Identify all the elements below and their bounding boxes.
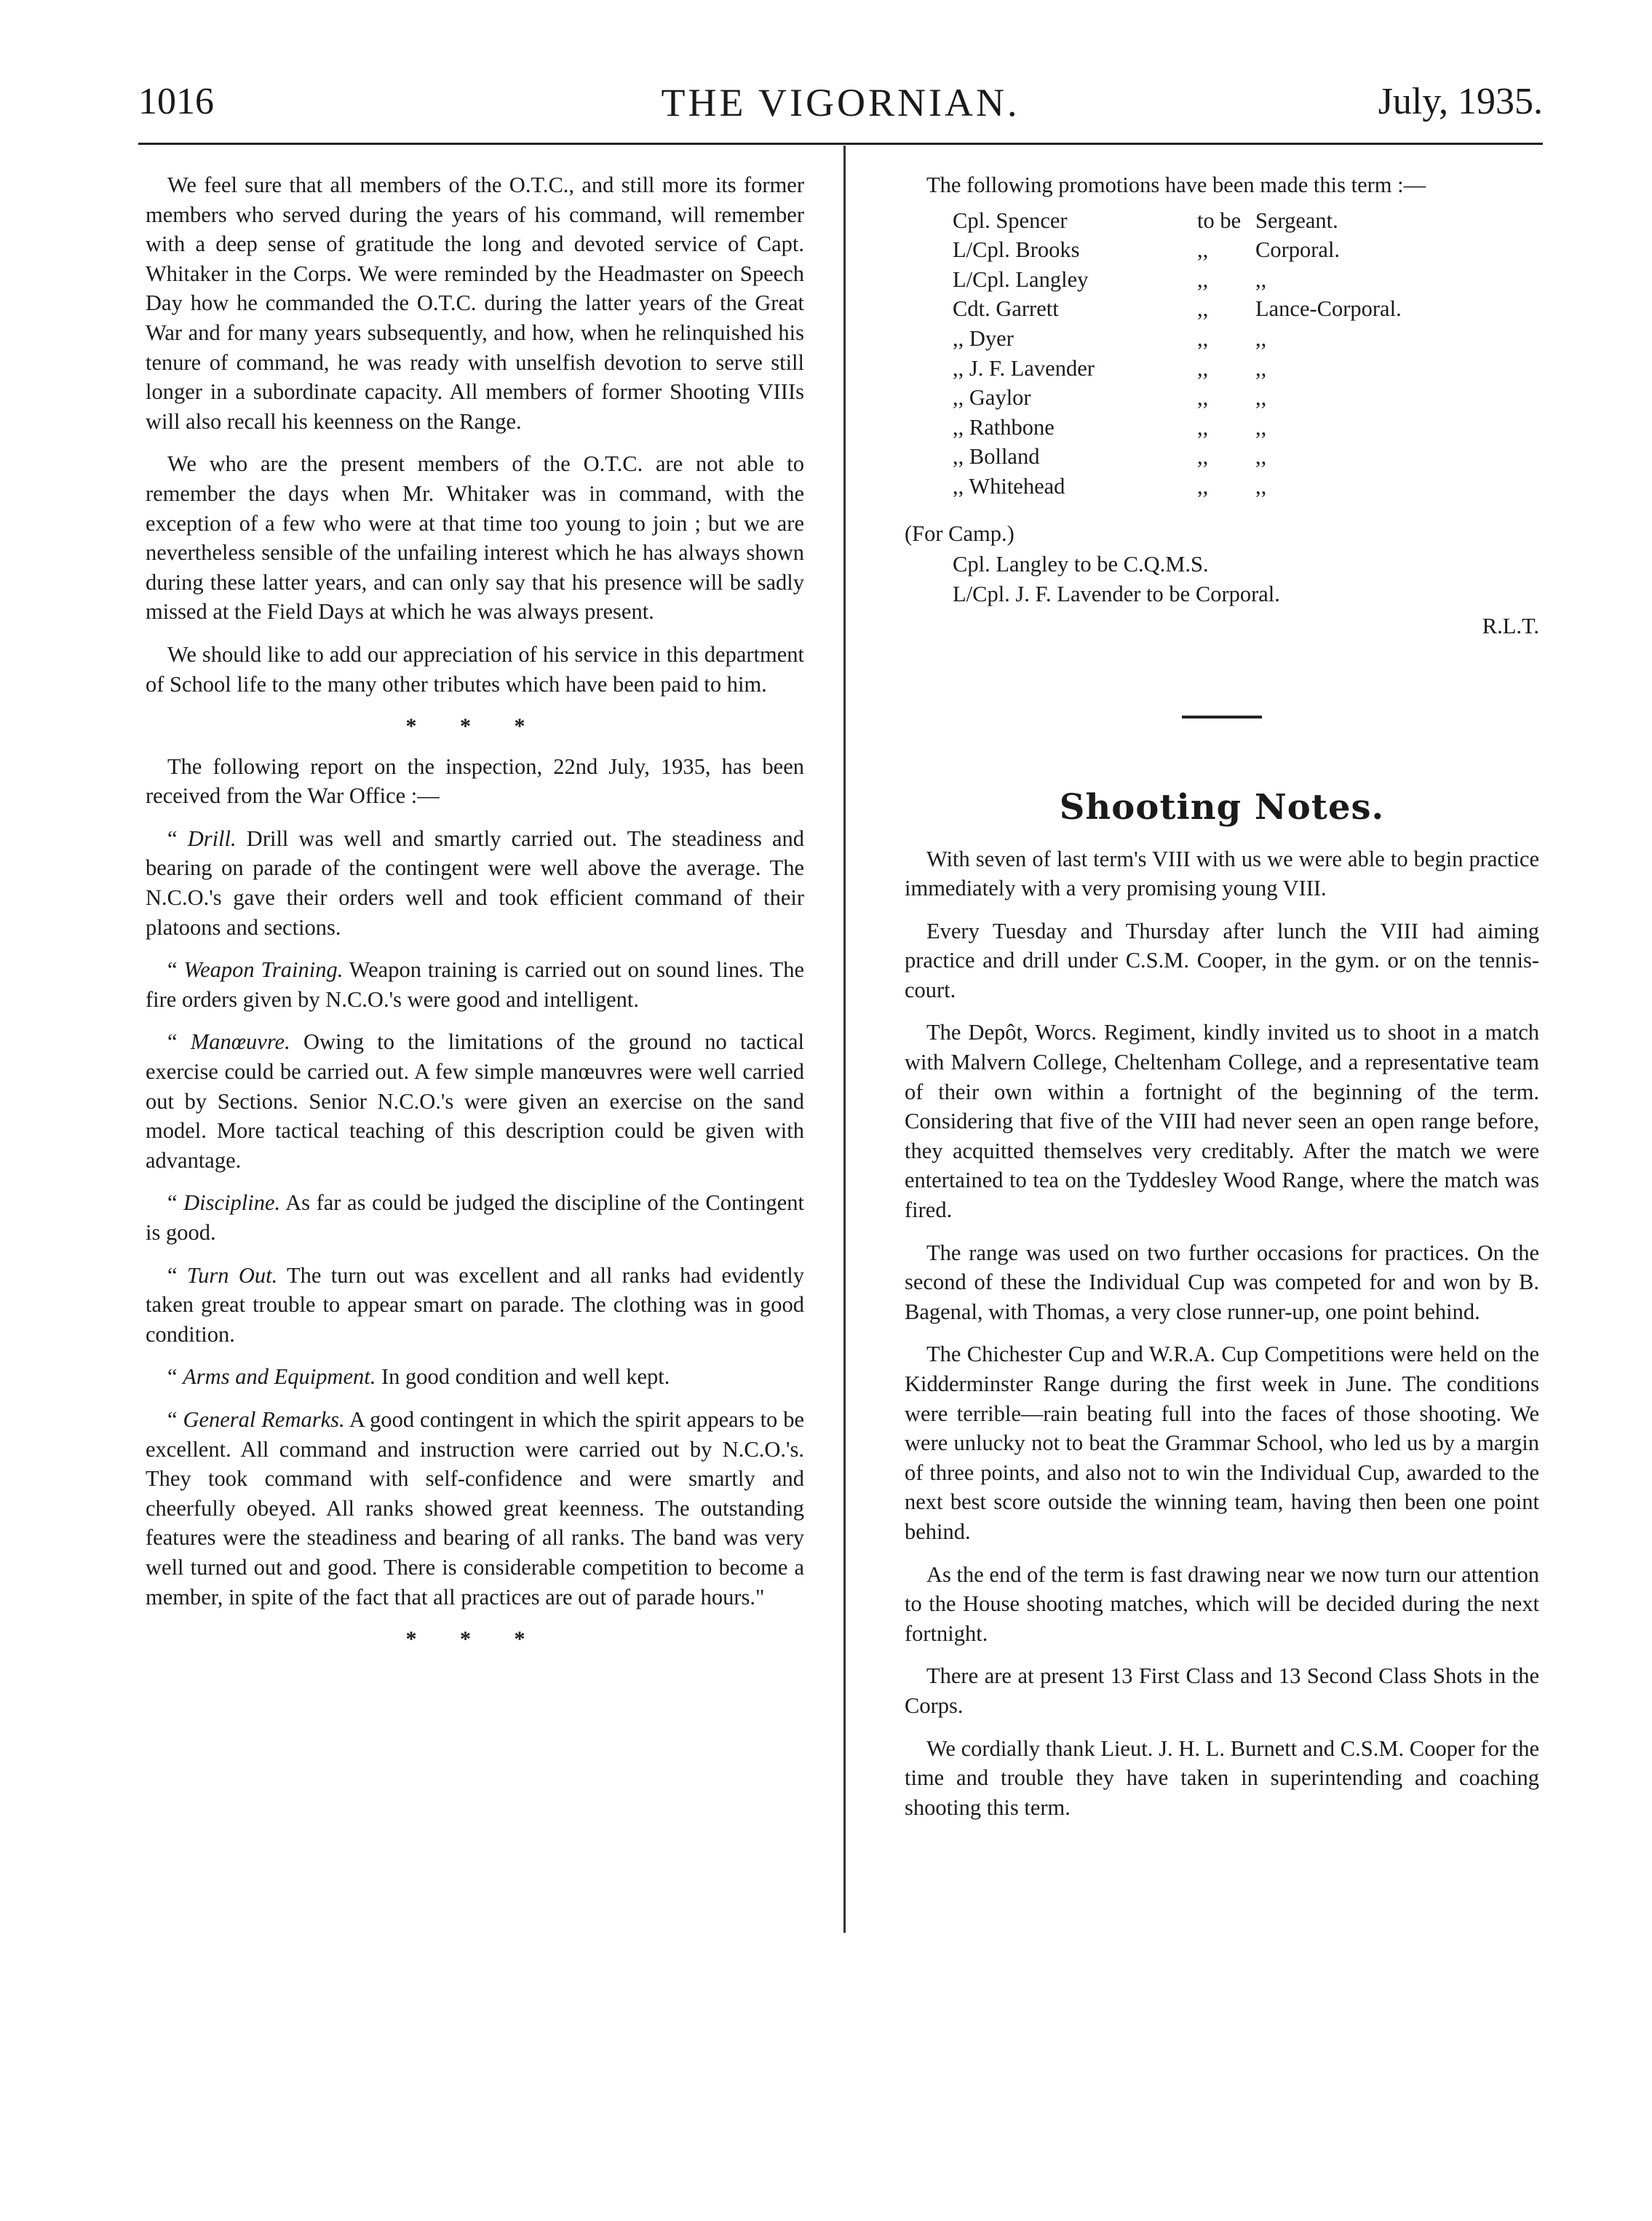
report-item-turn-out: [146, 1261, 804, 1350]
page-number: 1016: [138, 81, 214, 122]
open-quote: “: [167, 1029, 191, 1055]
promotion-rank: ,,: [1255, 325, 1267, 351]
promotion-rank: ,,: [1255, 444, 1267, 470]
promotion-ditto: ,,: [1197, 325, 1209, 351]
left-column: [146, 170, 804, 1665]
promotion-name: ,, Dyer: [953, 325, 1014, 351]
open-quote: “: [167, 1406, 183, 1432]
header-rule: [138, 143, 1543, 145]
promotion-row: [953, 413, 1402, 443]
section-separator: * * *: [405, 1627, 544, 1652]
page-header: [138, 80, 1543, 146]
paragraph: We who are the present members of the O.T.C. are not able to remember the days when Mr. Whitaker was in command, with the exception of a few who were at that time too young to join ; but we are nevertheless sensible of the unfailing interest which he has always shown during these latter years, and can only say that his presence will be sadly missed at the Field Days at which he was always present.: [146, 451, 804, 625]
report-item-general-remarks: [146, 1405, 804, 1612]
promotion-row: [953, 294, 1402, 324]
report-text: A good contingent in which the spirit appears to be excellent. All command and instruction were carried out by N.C.O.'s. They took command with self-confidence and were smartly and cheerfully obeyed. All ranks showed great keenness. The outstanding features were the steadiness and bearing of all ranks. The band was very well turned out and good. There is considerable competition to become a member, in spite of the fact that all practices are out of parade hours.": [146, 1406, 804, 1610]
promotion-name: ,, Gaylor: [953, 385, 1031, 411]
paragraph: As the end of the term is fast drawing near we now turn our attention to the House shooting matches, which will be decided during the next fortnight.: [905, 1561, 1539, 1646]
report-label: Discipline.: [183, 1190, 281, 1216]
paragraph: We feel sure that all members of the O.T.C., and still more its former members who served during the years of his command, will remember with a deep sense of gratitude the long and devoted service of Capt. Whitaker in the Corps. We were reminded by the Headmaster on Speech Day how he commanded the O.T.C. during the latter years of the Great War and for many years subsequently, and how, when he relinquished his tenure of command, he was ready with unselfish devotion to serve still longer in a subordinate capacity. All members of former Shooting VIIIs will also recall his keenness on the Range.: [146, 173, 804, 434]
promotion-rank: ,,: [1255, 266, 1267, 292]
report-intro: The following report on the inspection, 22nd July, 1935, has been received from the War Office :—: [146, 753, 804, 809]
report-item-discipline: [146, 1188, 804, 1247]
promotions-table: [953, 206, 1402, 502]
promotion-name: ,, J. F. Lavender: [953, 355, 1095, 381]
report-text: Drill was well and smartly carried out. The steadiness and bearing on parade of the contingent were well above the average. The N.C.O.'s gave their orders well and took efficient command of their platoons and sections.: [146, 826, 804, 940]
open-quote: “: [167, 1262, 187, 1288]
promotion-ditto: ,,: [1197, 296, 1209, 322]
promotion-ditto: to be: [1197, 207, 1242, 233]
promotion-rank: ,,: [1255, 355, 1267, 381]
report-label: General Remarks.: [183, 1406, 345, 1432]
promotion-name: ,, Rathbone: [953, 414, 1055, 440]
paragraph: Every Tuesday and Thursday after lunch the VIII had aiming practice and drill under C.S.M. Cooper, in the gym. or on the tennis-court.: [905, 918, 1539, 1002]
promotion-rank: Lance-Corporal.: [1255, 296, 1402, 322]
right-column: [905, 170, 1539, 1835]
promotion-rank: ,,: [1255, 473, 1267, 499]
promotion-row: [953, 354, 1402, 384]
promotion-ditto: ,,: [1197, 414, 1209, 440]
paragraph: We cordially thank Lieut. J. H. L. Burnett and C.S.M. Cooper for the time and trouble they have taken in superintending and coaching shooting this term.: [905, 1735, 1539, 1820]
promotion-rank: ,,: [1255, 385, 1267, 411]
promotion-name: Cdt. Garrett: [953, 296, 1059, 322]
promotion-rank: Corporal.: [1255, 237, 1341, 263]
report-text: The turn out was excellent and all ranks had evidently taken great trouble to appear smart on parade. The clothing was in good condition.: [146, 1262, 804, 1347]
promotion-rank: ,,: [1255, 414, 1267, 440]
promotion-name: Cpl. Spencer: [953, 207, 1068, 233]
report-text: In good condition and well kept.: [381, 1364, 670, 1390]
camp-heading: (For Camp.): [905, 520, 1014, 546]
report-label: Turn Out.: [186, 1262, 278, 1288]
paragraph: We should like to add our appreciation of his service in this department of School life to the many other tributes which have been paid to him.: [146, 641, 804, 697]
column-divider: [843, 146, 846, 1933]
open-quote: “: [167, 957, 184, 983]
signature: R.L.T.: [1482, 614, 1539, 639]
issue-date: July, 1935.: [1378, 81, 1543, 122]
report-label: Weapon Training.: [183, 957, 343, 983]
report-item-manoeuvre: [146, 1027, 804, 1175]
promotion-row: [953, 383, 1402, 413]
open-quote: “: [167, 826, 188, 851]
section-divider: [1182, 716, 1262, 718]
paragraph: The range was used on two further occasions for practices. On the second of these the Individual Cup was competed for and won by B. Bagenal, with Thomas, a very close runner-up, one point behind.: [905, 1240, 1539, 1324]
report-text: Owing to the limitations of the ground no tactical exercise could be carried out. A few simple manœuvres were well carried out by Sections. Senior N.C.O.'s were given an exercise on the sand model. More tactical teaching of this description could be given with advantage.: [146, 1029, 804, 1173]
paragraph: The Depôt, Worcs. Regiment, kindly invited us to shoot in a match with Malvern College, Cheltenham College, and a representative team of their own within a fortnight of the beginning of the term. Considering that five of the VIII had never seen an open range before, they acquitted themselves very creditably. After the match we were entertained to tea on the Tyddesley Wood Range, where the match was fired.: [905, 1020, 1539, 1223]
publication-title: THE VIGORNIAN.: [661, 81, 1020, 124]
camp-promotion: Cpl. Langley to be C.Q.M.S.: [953, 552, 1209, 577]
report-item-arms-equipment: [146, 1362, 804, 1392]
promotion-row: [953, 235, 1402, 265]
promotion-ditto: ,,: [1197, 237, 1209, 263]
report-text: As far as could be judged the discipline of the Contingent is good.: [146, 1190, 804, 1245]
promotion-ditto: ,,: [1197, 266, 1209, 292]
promotion-rank: Sergeant.: [1255, 207, 1338, 233]
promotion-name: L/Cpl. Langley: [953, 266, 1089, 292]
camp-promotion: L/Cpl. J. F. Lavender to be Corporal.: [953, 581, 1280, 606]
report-item-drill: [146, 824, 804, 942]
promotion-ditto: ,,: [1197, 385, 1209, 411]
promotion-name: ,, Bolland: [953, 444, 1040, 470]
open-quote: “: [167, 1364, 183, 1390]
report-text: Weapon training is carried out on sound lines. The fire orders given by N.C.O.'s were good and intelligent.: [146, 957, 804, 1012]
promotion-name: ,, Whitehead: [953, 473, 1065, 499]
report-label: Manœuvre.: [190, 1029, 290, 1055]
promotion-row: [953, 265, 1402, 295]
report-label: Arms and Equipment.: [183, 1364, 376, 1390]
paragraph: There are at present 13 First Class and 13 Second Class Shots in the Corps.: [905, 1663, 1539, 1718]
open-quote: “: [167, 1190, 184, 1216]
paragraph: With seven of last term's VIII with us we were able to begin practice immediately with a very promising young VIII.: [905, 846, 1539, 901]
promotions-section: [905, 170, 1539, 641]
report-label: Drill.: [187, 826, 237, 851]
paragraph: The Chichester Cup and W.R.A. Cup Competitions were held on the Kidderminster Range during the first week in June. The conditions were terrible—rain beating full into the faces of those shooting. We were unlucky not to beat the Grammar School, who led us by a margin of three points, and also not to win the Individual Cup, awarded to the next best score outside the winning team, having then been one point behind.: [905, 1342, 1539, 1544]
promotion-row: [953, 442, 1402, 472]
promotion-row: [953, 324, 1402, 354]
promotion-ditto: ,,: [1197, 473, 1209, 499]
promotion-name: L/Cpl. Brooks: [953, 237, 1080, 263]
promotion-ditto: ,,: [1197, 355, 1209, 381]
section-title: Shooting Notes.: [1059, 786, 1385, 828]
report-item-weapon-training: [146, 955, 804, 1014]
promotion-ditto: ,,: [1197, 444, 1209, 470]
promotion-row: [953, 206, 1402, 236]
promotion-row: [953, 472, 1402, 502]
section-separator: * * *: [405, 714, 544, 739]
promotions-intro: The following promotions have been made this term :—: [926, 173, 1426, 197]
